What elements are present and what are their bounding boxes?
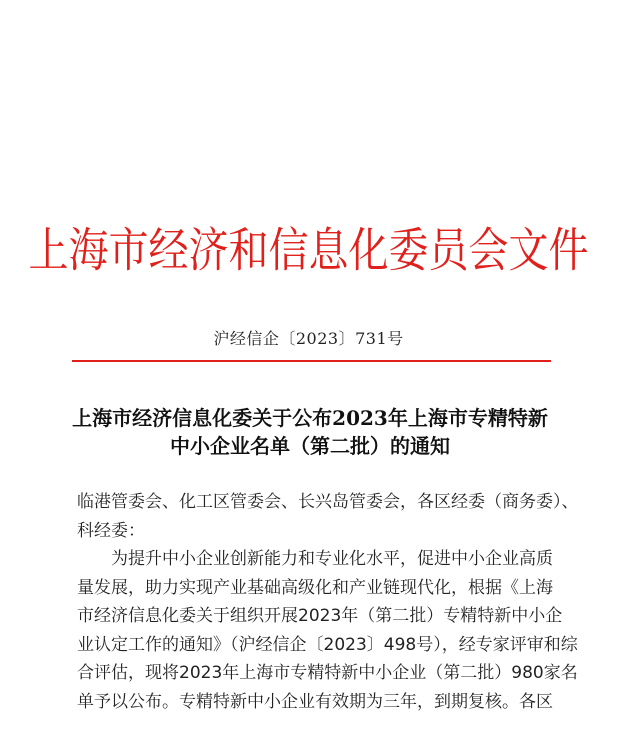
document-number: 沪经信企〔2023〕731号 bbox=[213, 329, 404, 348]
body-text-line: 为提升中小企业创新能力和专业化水平，促进中小企业高质 bbox=[111, 549, 553, 569]
red-divider-rule bbox=[72, 360, 551, 362]
document-masthead: 上海市经济和信息化委员会文件 bbox=[28, 223, 589, 279]
body-text-line: 单予以公布。专精特新中小企业有效期为三年，到期复核。各区 bbox=[77, 691, 553, 712]
notice-title bbox=[70, 404, 550, 460]
body-text-line: 量发展，助力实现产业基础高级化和产业链现代化，根据《上海 bbox=[77, 577, 553, 598]
addressee-line-1: 临港管委会、化工区管委会、长兴岛管委会，各区经委（商务委）、 bbox=[77, 492, 579, 512]
body-text-line: 市经济信息化委关于组织开展2023年（第二批）专精特新中小企 bbox=[77, 606, 563, 626]
notice-title-line-1: 上海市经济信息化委关于公布2023年上海市专精特新 bbox=[72, 406, 548, 430]
body-text-line: 合评估，现将2023年上海市专精特新中小企业（第二批）980家名 bbox=[77, 663, 578, 683]
notice-body bbox=[77, 488, 579, 716]
addressee-line-2: 科经委： bbox=[77, 520, 145, 541]
body-text-line: 业认定工作的通知》（沪经信企〔2023〕498号），经专家评审和综 bbox=[77, 634, 578, 655]
notice-title-line-2: 中小企业名单（第二批）的通知 bbox=[170, 434, 450, 458]
